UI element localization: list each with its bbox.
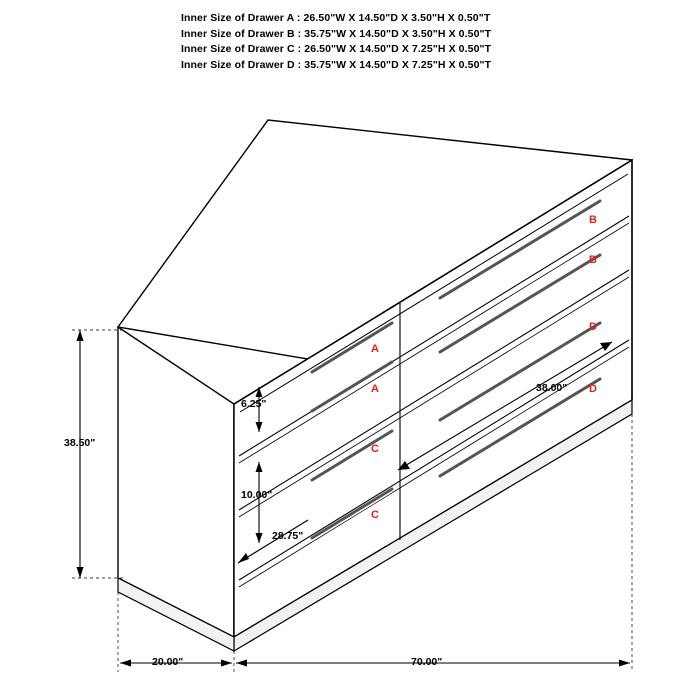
dim-label-drawer-c: 10.00" bbox=[241, 489, 273, 501]
drawer-label-c-second: C bbox=[371, 509, 379, 521]
arrow-depth-left bbox=[120, 660, 131, 667]
arrow-height-up bbox=[77, 330, 84, 341]
arrow-depth-right bbox=[221, 660, 232, 667]
drawer-label-d-third: D bbox=[589, 321, 597, 333]
drawer-label-a-second: A bbox=[371, 383, 379, 395]
dim-label-height: 38.50" bbox=[64, 437, 96, 449]
dim-label-drawer-a: 6.25" bbox=[241, 398, 267, 410]
spec-line-b: Inner Size of Drawer B : 35.75"W X 14.50"D X 3.50"H X 0.50"T bbox=[181, 27, 492, 40]
drawer-label-c-first: C bbox=[371, 443, 379, 455]
arrow-width-left bbox=[236, 660, 247, 667]
spec-line-c: Inner Size of Drawer C : 26.50"W X 14.50"D X 7.25"H X 0.50"T bbox=[181, 43, 492, 55]
dim-label-depth: 20.00" bbox=[152, 656, 184, 668]
dim-label-diagonal-width: 38.00" bbox=[536, 382, 568, 394]
arrow-width-right bbox=[619, 660, 630, 667]
spec-line-d: Inner Size of Drawer D : 35.75"W X 14.50"D X 7.25"H X 0.50"T bbox=[181, 58, 492, 71]
drawer-label-b-second: B bbox=[589, 254, 597, 266]
dim-label-lower-section: 28.75" bbox=[272, 530, 304, 542]
arrow-height-down bbox=[77, 567, 84, 578]
dim-label-width: 70.00" bbox=[411, 656, 443, 668]
spec-line-a: Inner Size of Drawer A : 26.50"W X 14.50"D X 3.50"H X 0.50"T bbox=[181, 12, 491, 24]
drawer-label-d-fourth: D bbox=[589, 383, 597, 395]
drawer-label-a-first: A bbox=[371, 343, 379, 355]
drawer-label-b-top: B bbox=[589, 214, 597, 226]
